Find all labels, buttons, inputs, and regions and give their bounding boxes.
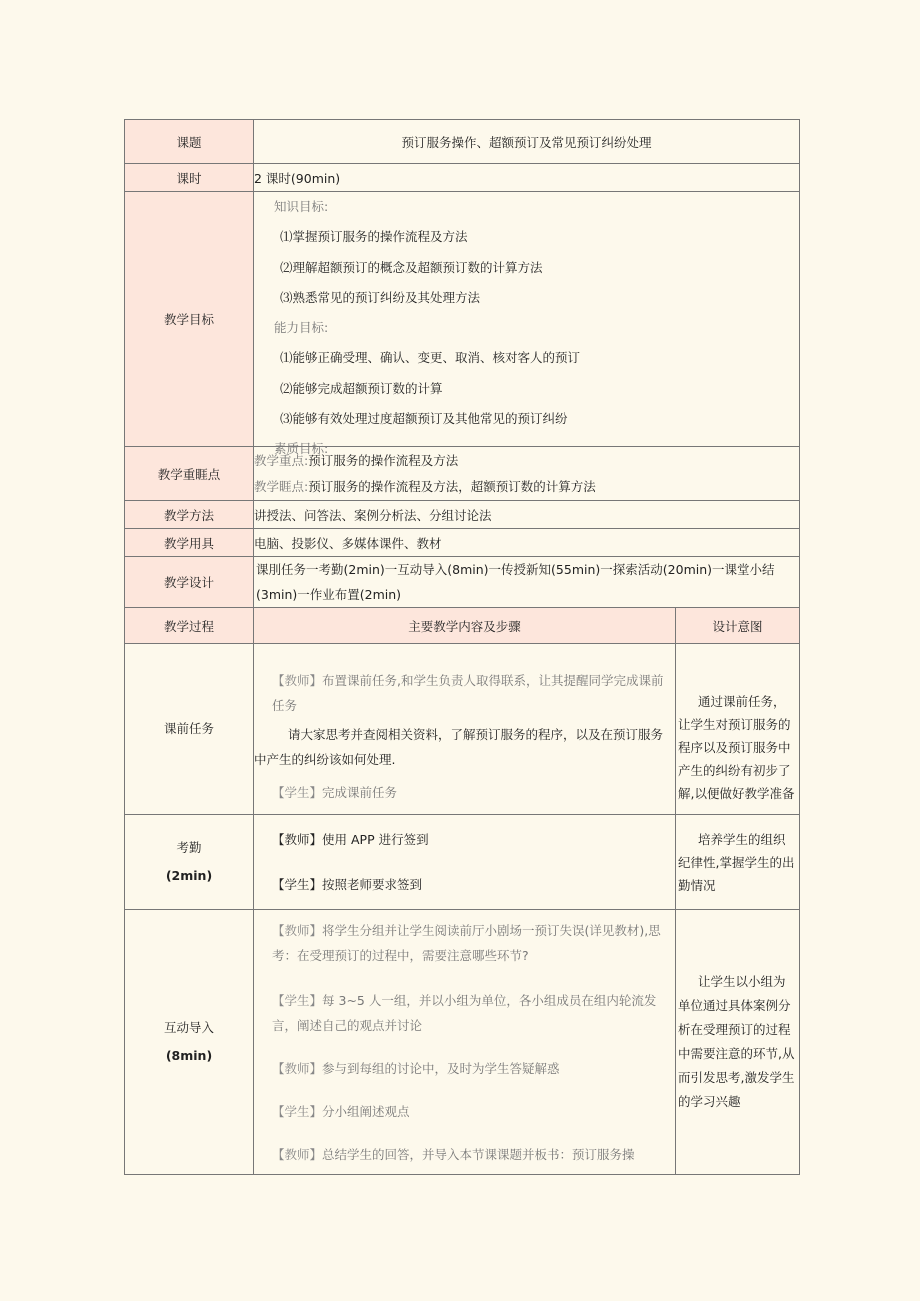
step-intent-cell: [676, 910, 800, 1175]
step-label-cell: [125, 815, 254, 910]
methods-label: 教学方法: [125, 501, 254, 529]
lesson-title: 预订服务操作、超额预订及常见预订纠纷处理: [254, 120, 800, 164]
ability-item: ⑴能够正确受理、确认、变更、取消、核对客人的预订: [280, 350, 581, 366]
knowledge-item: ⑴掌握预订服务的操作流程及方法: [280, 229, 468, 245]
methods-value: 讲授法、问答法、案例分析法、分组讨论法: [254, 501, 800, 529]
ability-item: ⑵能够完成超额预订数的计算: [280, 380, 443, 396]
row-hours: [125, 164, 800, 192]
row-methods: [125, 501, 800, 529]
objectives-cell: [254, 192, 800, 457]
objectives-label: 教学目标: [125, 192, 254, 447]
row-topic: [125, 120, 800, 164]
topic-label: 课题: [125, 120, 254, 164]
keypoints-cell: [254, 447, 800, 501]
step-intent-cell: [676, 644, 800, 815]
design-cell: [254, 557, 800, 608]
step-name: 互动导入: [163, 1020, 214, 1035]
quality-heading: 素质目标:: [274, 441, 329, 457]
row-keypoints: [125, 447, 800, 501]
step-name: 课前任务: [163, 721, 214, 736]
tools-value: 电脑、投影仪、多媒体课件、教材: [254, 529, 800, 557]
knowledge-item: ⑶熟悉常见的预订纠纷及其处理方法: [280, 289, 481, 305]
step-intent: 让学生以小组为单位通过具体案例分析在受理预订的过程中需要注意的环节,从而引发思考,激发学生的学习兴趣: [678, 974, 795, 1109]
process-header-row: [125, 608, 800, 644]
step-content-cell: [254, 815, 676, 910]
student-paragraph: 【学生】完成课前任务: [272, 784, 398, 800]
keypoints-label: 教学重睚点: [125, 447, 254, 501]
difficult-point: 教学睚点:预订服务的操作流程及方法，超额预订数的计算方法: [254, 478, 596, 494]
row-objectives: [125, 192, 800, 447]
teacher-paragraph: 【教师】参与到每组的讨论中，及时为学生答疑解惑: [272, 1060, 560, 1076]
content-col-header: 主要教学内容及步骤: [254, 608, 676, 644]
step-content-cell: [254, 644, 676, 815]
step-intent: 培养学生的组织纪律性,掌握学生的出勤情况: [678, 831, 795, 893]
teacher-paragraph: 【教师】布置课前任务,和学生负责人取得联系，让其提醒同学完成课前任务: [272, 672, 664, 713]
design-label: 教学设计: [125, 557, 254, 608]
step-time: (2min): [165, 868, 213, 883]
teacher-paragraph: 【教师】将学生分组并让学生阅读前厅小剧场一预订失误(详见教材),思考：在受理预订的过程中，需要注意哪些环节?: [272, 922, 661, 963]
design-value: 课刖任务一考勤(2min)一互动导入(8min)一传授新知(55min)一探索活动(20min)一课堂小结(3min)一作业布置(2min): [256, 562, 775, 602]
student-paragraph: 【学生】按照老师要求签到: [272, 877, 423, 892]
step-content: [254, 823, 675, 901]
intent-col-header: 设计意图: [676, 608, 800, 644]
student-paragraph: 【学生】分小组阐述观点: [272, 1103, 410, 1119]
tools-label: 教学用具: [125, 529, 254, 557]
step-content-cell: [254, 910, 676, 1175]
step-row: [125, 815, 800, 910]
step-content: [254, 650, 675, 809]
step-content: [254, 914, 675, 1171]
step-row: [125, 644, 800, 815]
process-col-header: 教学过程: [125, 608, 254, 644]
step-time: (8min): [165, 1048, 213, 1063]
teacher-paragraph: 【教师】使用 APP 进行签到: [272, 832, 429, 847]
step-intent-cell: [676, 815, 800, 910]
ability-item: ⑶能够有效处理过度超额预订及其他常见的预订纠纷: [280, 411, 568, 427]
row-design: [125, 557, 800, 608]
lesson-plan-table: [124, 119, 800, 1175]
step-row: [125, 910, 800, 1175]
hours-value: 2 课时(90min): [254, 164, 800, 192]
row-tools: [125, 529, 800, 557]
task-paragraph: 请大家思考并查阅相关资料，了解预订服务的程序，以及在预订服务中产生的纠纷该如何处理.: [254, 726, 664, 767]
knowledge-heading: 知识目标:: [274, 199, 329, 214]
student-paragraph: 【学生】每 3~5 人一组，并以小组为单位，各小组成员在组内轮流发言，阐述自己的观点并讨论: [272, 992, 657, 1033]
step-label-cell: [125, 644, 254, 815]
key-point: 教学重点:预订服务的操作流程及方法: [254, 452, 459, 468]
step-name: 考勤: [176, 840, 202, 855]
hours-label: 课时: [125, 164, 254, 192]
teacher-paragraph: 【教师】总结学生的回答，并导入本节课课题并板书：预订服务操: [272, 1146, 635, 1162]
objectives-list: [254, 192, 799, 457]
ability-heading: 能力目标:: [274, 320, 329, 336]
knowledge-item: ⑵理解超额预订的概念及超额预订数的计算方法: [280, 259, 543, 275]
step-intent: 通过课前任务，让学生对预订服务的程序以及预订服务中产生的纠纷有初步了解,以便做好教学准备: [678, 693, 795, 801]
step-label-cell: [125, 910, 254, 1175]
